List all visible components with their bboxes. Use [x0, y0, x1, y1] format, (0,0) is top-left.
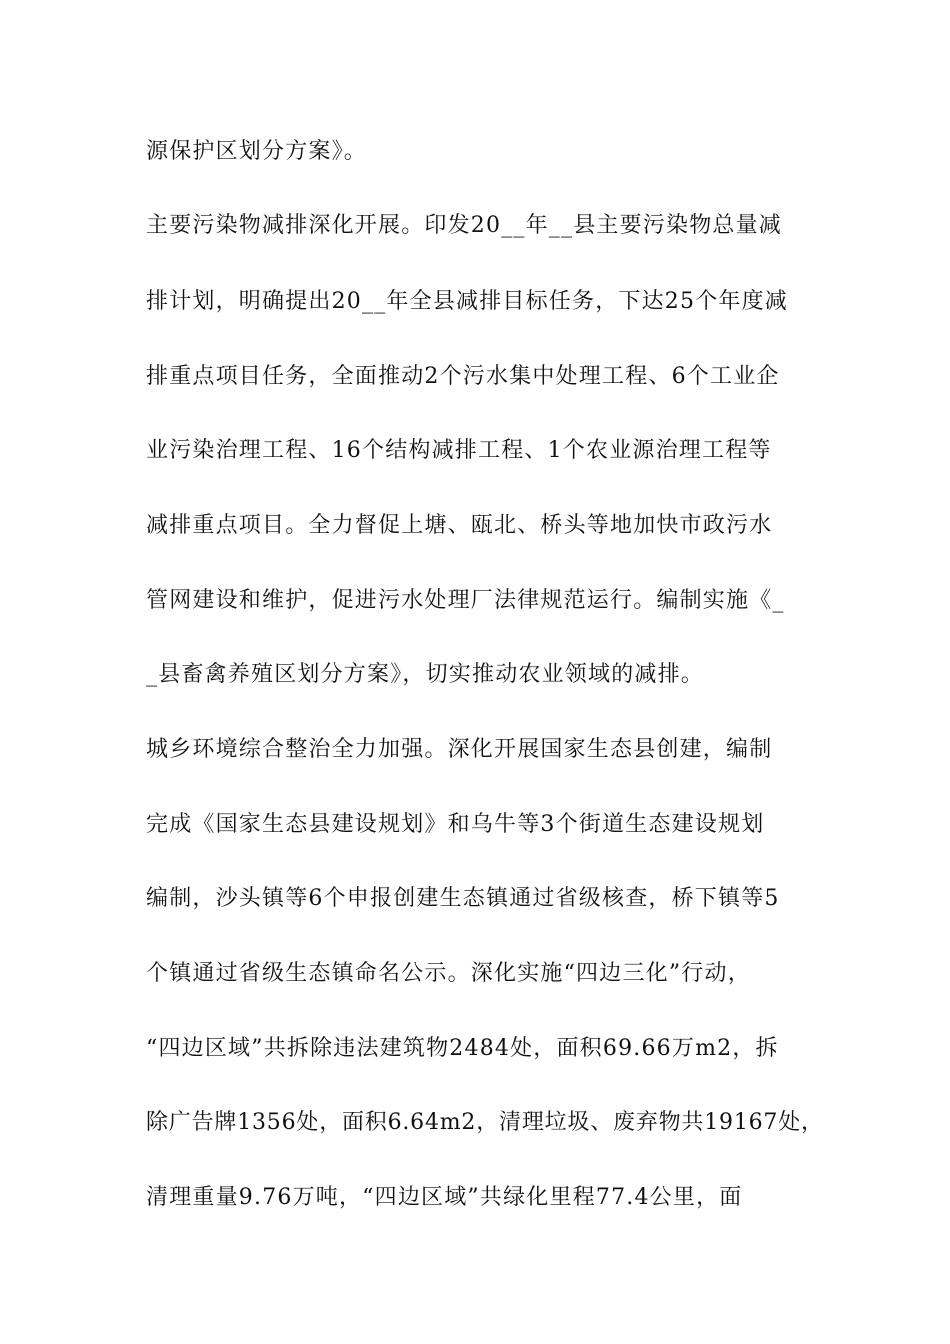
- text-line-4: 排重点项目任务，全面推动2个污水集中处理工程、6个工业企: [146, 364, 780, 389]
- text-line-13: “四边区域”共拆除违法建筑物2484处，面积69.66万m2，拆: [146, 1036, 779, 1061]
- text-line-3: 排计划，明确提出20__年全县减排目标任务，下达25个年度减: [146, 289, 788, 314]
- text-line-15: 清理重量9.76万吨，“四边区域”共绿化里程77.4公里，面: [146, 1185, 743, 1210]
- text-line-2: 主要污染物减排深化开展。印发20__年__县主要污染物总量减: [146, 213, 782, 238]
- text-line-5: 业污染治理工程、16个结构减排工程、1个农业源治理工程等: [146, 438, 772, 463]
- text-line-7: 管网建设和维护，促进污水处理厂法律规范运行。编制实施《_: [146, 588, 785, 613]
- text-line-11: 编制，沙头镇等6个申报创建生态镇通过省级核查，桥下镇等5: [146, 886, 780, 911]
- text-line-14: 除广告牌1356处，面积6.64m2，清理垃圾、废弃物共19167处，: [146, 1110, 824, 1135]
- text-line-9: 城乡环境综合整治全力加强。深化开展国家生态县创建，编制: [146, 737, 773, 762]
- text-line-8: _县畜禽养殖区划分方案》，切实推动农业领域的减排。: [146, 662, 705, 687]
- text-line-6: 减排重点项目。全力督促上塘、瓯北、桥头等地加快市政污水: [146, 513, 773, 538]
- text-line-10: 完成《国家生态县建设规划》和乌牛等3个街道生态建设规划: [146, 812, 765, 837]
- text-line-12: 个镇通过省级生态镇命名公示。深化实施“四边三化”行动，: [146, 961, 751, 986]
- text-line-1: 源保护区划分方案》。: [146, 139, 368, 164]
